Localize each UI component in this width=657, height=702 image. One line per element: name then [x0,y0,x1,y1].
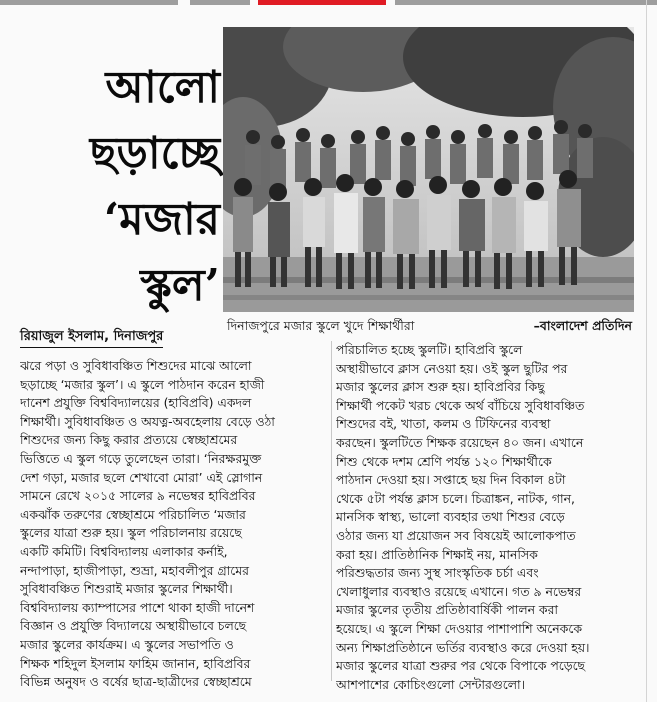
text-line: অস্থায়ীভাবে ক্লাস নেওয়া হয়। ওই স্কুল ছুটির পর [336,360,568,376]
group-photo-children-outdoors-icon [223,27,634,312]
text-line: শিশুদের জন্য কিছু করার প্রত্যয়ে স্বেচ্ছাশ্রমের [20,432,238,448]
text-line: বিশ্ববিদ্যালয় ক্যাম্পাসের পাশে থাকা হাজী দানেশ [20,599,255,615]
text-line: হয়েছে। এ স্কুলে শিক্ষা দেওয়ার পাশাপাশি অনেককে [336,620,583,636]
text-line: শিক্ষার্থী। সুবিধাবঞ্চিত ও অযত্ন-অবহেলায় বেড়ে ওঠা [20,413,275,429]
text-line: মজার স্কুলের কার্যক্রম। এ স্কুলের সভাপতি ও [20,636,234,652]
top-bar-segment [395,0,657,5]
text-line: ছড়াচ্ছে ‘মজার স্কুল’। এ স্কুলে পাঠদান করেন হাজী [20,376,265,392]
text-line: পাঠদান দেওয়া হয়। সপ্তাহে ছয় দিন বিকাল ৪টা [336,472,566,488]
text-line: অন্য শিক্ষাপ্রতিষ্ঠানে ভর্তির ব্যবস্থাও করে দেওয়া হয়। [336,639,590,655]
article-column-1 [20,357,326,692]
text-line: ভিত্তিতে এ স্কুল গড়ে তুলেছেন তারা। ‘নিরক্ষরমুক্ত [20,450,262,466]
text-line: পরিশুদ্ধতার জন্য সুস্থ সাংস্কৃতিক চর্চা এবং [336,565,539,581]
headline-line: স্কুল’ [140,260,220,311]
photo-credit: –বাংলাদেশ প্রতিদিন [533,318,632,333]
caption-text: দিনাজপুরে মজার স্কুলে খুদে শিক্ষার্থীরা [227,318,415,333]
text-line: দেশ গড়া, মজার ছলে শেখাবো মোরা’ এই স্লোগান [20,469,263,485]
top-bar-segment [190,0,250,5]
text-line: মজার স্কুলের ক্লাস শুরু হয়। হাবিপ্রবির কিছু [336,379,545,395]
text-line: দানেশ প্রযুক্তি বিশ্ববিদ্যালয়ের (হাবিপ্রবি) একদল [20,395,252,411]
text-line: ওঠার জন্য যা প্রয়োজন সব বিষয়েই আলোকপাত [336,527,576,543]
text-line: শিক্ষার্থী পকেট খরচ থেকে অর্থ বাঁচিয়ে সুবিধাবঞ্চিত [336,397,585,413]
headline-line: আলো [105,62,220,113]
text-line: একঝাঁক তরুণের স্বেচ্ছাশ্রমে পরিচালিত ‘মজার [20,506,246,522]
text-line: মজার স্কুলের যাত্রা শুরুর পর থেকে বিপাকে পড়েছে [336,658,586,674]
group-photo [223,27,634,312]
text-line: আশপাশের কোচিংগুলো সেন্টারগুলো। [336,676,526,692]
text-line: ঝরে পড়া ও সুবিধাবঞ্চিত শিশুদের মাঝে আলো [20,358,252,373]
text-line: খেলাধুলার ব্যবস্থাও রয়েছে এখানে। গত ৯ নভেম্বর [336,583,582,599]
top-bar-segment [0,0,178,5]
photo-caption [223,316,634,336]
headline [40,55,220,319]
text-line: পরিচালিত হচ্ছে স্কুলটি। হাবিপ্রবি স্কুলে [336,342,523,357]
text-line: করা হয়। প্রাতিষ্ঠানিক শিক্ষাই নয়, মানসিক [336,546,538,562]
page-edge-line [646,0,647,702]
text-line: বিজ্ঞান ও প্রযুক্তি বিদ্যালয়ে অস্থায়ীভাবে চলছে [20,618,247,634]
top-color-bar [0,0,657,6]
text-line: সামনে রেখে ২০১৫ সালের ৯ নভেম্বর হাবিপ্রবির [20,488,256,504]
text-line: থেকে ৫টা পর্যন্ত ক্লাস চলে। চিত্রাঙ্কন, নাটক, গান, [336,490,575,506]
column-divider [331,341,332,681]
headline-line: ছড়াচ্ছে [89,128,220,179]
text-line: শিশু থেকে দশম শ্রেণি পর্যন্ত ১২০ শিক্ষার্থীকে [336,453,552,469]
text-line: স্কুলের যাত্রা শুরু হয়। স্কুল পরিচালনায় রয়েছে [20,525,242,541]
text-line: বিভিন্ন অনুষদ ও বর্ষের ছাত্র-ছাত্রীদের স্বেচ্ছাশ্রমে [20,674,252,690]
text-line: নন্দাপাড়া, হাজীপাড়া, শুভ্রা, মহাবলীপুর গ্রামের [20,562,249,578]
text-line: সুবিধাবঞ্চিত শিশুরাই মজার স্কুলের শিক্ষার্থী। [20,581,233,597]
text-line: করছেন। স্কুলটিতে শিক্ষক রয়েছেন ৪০ জন। এখানে [336,434,584,450]
text-line: একটি কমিটি। বিশ্ববিদ্যালয় এলাকার কর্নাই, [20,543,228,559]
text-line: শিক্ষক শহিদুল ইসলাম ফাহিম জানান, হাবিপ্রবির [20,655,251,671]
article-column-2 [336,341,638,694]
headline-line: ‘মজার [103,194,220,245]
text-line: শিশুদের বই, খাতা, কলম ও টিফিনের ব্যবস্থা [336,416,551,432]
top-bar-accent-segment [258,0,386,5]
text-line: মানসিক স্বাস্থ্য, ভালো ব্যবহার তথা শিশুর বেড়ে [336,509,565,525]
text-line: মজার স্কুলের তৃতীয় প্রতিষ্ঠাবার্ষিকী পালন করা [336,602,559,618]
byline: রিয়াজুল ইসলাম, দিনাজপুর [20,328,163,348]
